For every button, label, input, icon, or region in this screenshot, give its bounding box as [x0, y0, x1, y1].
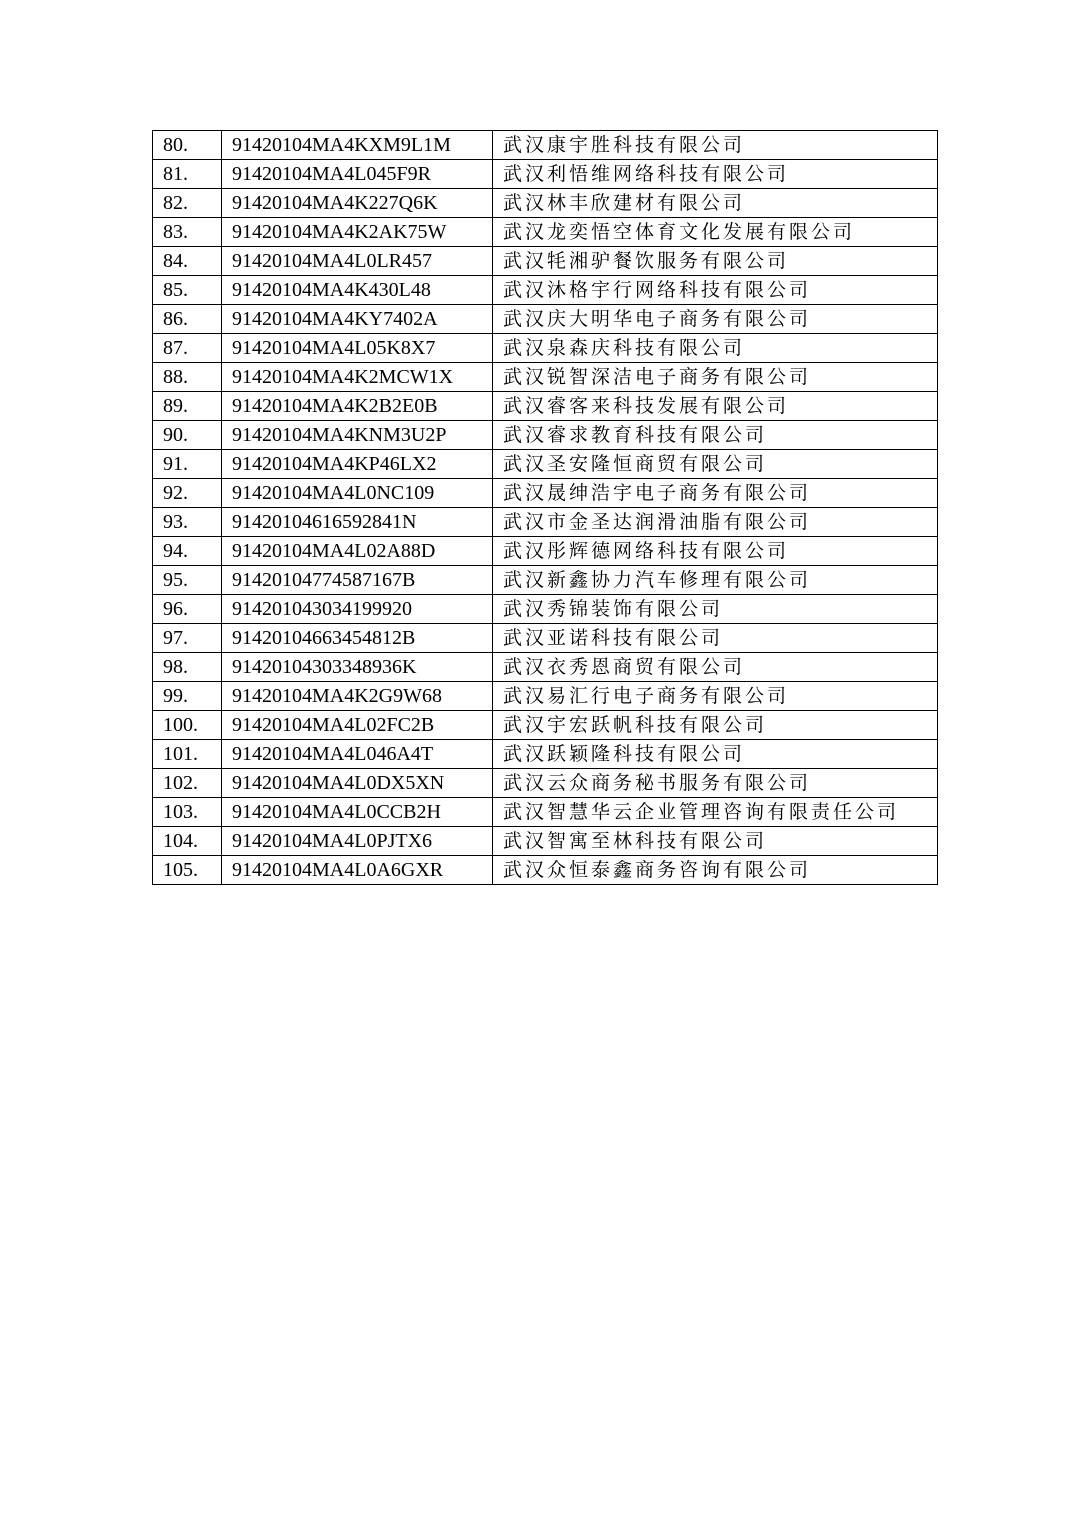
row-number-cell: 95.: [153, 566, 222, 595]
credit-code-cell: 91420104MA4K227Q6K: [222, 189, 493, 218]
row-number-cell: 105.: [153, 856, 222, 885]
row-number-cell: 96.: [153, 595, 222, 624]
row-number-cell: 97.: [153, 624, 222, 653]
company-name-cell: 武汉智慧华云企业管理咨询有限责任公司: [493, 798, 938, 827]
table-body: [153, 131, 938, 885]
company-name-cell: 武汉睿求教育科技有限公司: [493, 421, 938, 450]
company-name-cell: 武汉圣安隆恒商贸有限公司: [493, 450, 938, 479]
credit-code-cell: 91420104303348936K: [222, 653, 493, 682]
table-row: [153, 740, 938, 769]
row-number-cell: 94.: [153, 537, 222, 566]
company-name-cell: 武汉跃颖隆科技有限公司: [493, 740, 938, 769]
credit-code-cell: 91420104MA4L02FC2B: [222, 711, 493, 740]
company-name-cell: 武汉牦湘驴餐饮服务有限公司: [493, 247, 938, 276]
credit-code-cell: 91420104MA4L0A6GXR: [222, 856, 493, 885]
credit-code-cell: 91420104MA4L0DX5XN: [222, 769, 493, 798]
row-number-cell: 82.: [153, 189, 222, 218]
table-row: [153, 247, 938, 276]
row-number-cell: 81.: [153, 160, 222, 189]
row-number-cell: 86.: [153, 305, 222, 334]
table-row: [153, 537, 938, 566]
company-name-cell: 武汉易汇行电子商务有限公司: [493, 682, 938, 711]
credit-code-cell: 91420104MA4K2B2E0B: [222, 392, 493, 421]
table-row: [153, 798, 938, 827]
table-row: [153, 711, 938, 740]
table-row: [153, 653, 938, 682]
row-number-cell: 92.: [153, 479, 222, 508]
table-row: [153, 421, 938, 450]
row-number-cell: 104.: [153, 827, 222, 856]
table-row: [153, 769, 938, 798]
company-name-cell: 武汉亚诺科技有限公司: [493, 624, 938, 653]
company-name-cell: 武汉智寓至林科技有限公司: [493, 827, 938, 856]
table-row: [153, 305, 938, 334]
company-name-cell: 武汉泉森庆科技有限公司: [493, 334, 938, 363]
row-number-cell: 98.: [153, 653, 222, 682]
credit-code-cell: 91420104MA4L0CCB2H: [222, 798, 493, 827]
row-number-cell: 91.: [153, 450, 222, 479]
row-number-cell: 89.: [153, 392, 222, 421]
credit-code-cell: 91420104MA4L02A88D: [222, 537, 493, 566]
credit-code-cell: 91420104MA4L0PJTX6: [222, 827, 493, 856]
company-name-cell: 武汉众恒泰鑫商务咨询有限公司: [493, 856, 938, 885]
company-name-cell: 武汉林丰欣建材有限公司: [493, 189, 938, 218]
table-row: [153, 595, 938, 624]
table-row: [153, 624, 938, 653]
row-number-cell: 103.: [153, 798, 222, 827]
company-name-cell: 武汉宇宏跃帆科技有限公司: [493, 711, 938, 740]
company-name-cell: 武汉新鑫协力汽车修理有限公司: [493, 566, 938, 595]
row-number-cell: 88.: [153, 363, 222, 392]
credit-code-cell: 91420104MA4K2AK75W: [222, 218, 493, 247]
company-table: [152, 130, 938, 885]
company-name-cell: 武汉庆大明华电子商务有限公司: [493, 305, 938, 334]
row-number-cell: 101.: [153, 740, 222, 769]
credit-code-cell: 91420104MA4L0LR457: [222, 247, 493, 276]
company-name-cell: 武汉龙奕悟空体育文化发展有限公司: [493, 218, 938, 247]
credit-code-cell: 91420104MA4K430L48: [222, 276, 493, 305]
table-row: [153, 189, 938, 218]
table-row: [153, 160, 938, 189]
credit-code-cell: 91420104MA4L045F9R: [222, 160, 493, 189]
credit-code-cell: 91420104MA4L0NC109: [222, 479, 493, 508]
company-name-cell: 武汉晟绅浩宇电子商务有限公司: [493, 479, 938, 508]
table-row: [153, 218, 938, 247]
row-number-cell: 84.: [153, 247, 222, 276]
company-name-cell: 武汉沐格宇行网络科技有限公司: [493, 276, 938, 305]
table-row: [153, 334, 938, 363]
table-row: [153, 566, 938, 595]
credit-code-cell: 91420104MA4K2MCW1X: [222, 363, 493, 392]
credit-code-cell: 91420104663454812B: [222, 624, 493, 653]
company-name-cell: 武汉彤辉德网络科技有限公司: [493, 537, 938, 566]
credit-code-cell: 914201043034199920: [222, 595, 493, 624]
row-number-cell: 100.: [153, 711, 222, 740]
company-name-cell: 武汉睿客来科技发展有限公司: [493, 392, 938, 421]
table-row: [153, 450, 938, 479]
credit-code-cell: 91420104774587167B: [222, 566, 493, 595]
credit-code-cell: 91420104MA4K2G9W68: [222, 682, 493, 711]
table-row: [153, 827, 938, 856]
row-number-cell: 90.: [153, 421, 222, 450]
company-name-cell: 武汉锐智深洁电子商务有限公司: [493, 363, 938, 392]
row-number-cell: 93.: [153, 508, 222, 537]
credit-code-cell: 91420104MA4KP46LX2: [222, 450, 493, 479]
table-row: [153, 508, 938, 537]
table-row: [153, 131, 938, 160]
table-row: [153, 682, 938, 711]
row-number-cell: 102.: [153, 769, 222, 798]
table-row: [153, 856, 938, 885]
credit-code-cell: 91420104616592841N: [222, 508, 493, 537]
row-number-cell: 83.: [153, 218, 222, 247]
credit-code-cell: 91420104MA4KNM3U2P: [222, 421, 493, 450]
credit-code-cell: 91420104MA4L05K8X7: [222, 334, 493, 363]
credit-code-cell: 91420104MA4L046A4T: [222, 740, 493, 769]
table-row: [153, 392, 938, 421]
row-number-cell: 87.: [153, 334, 222, 363]
row-number-cell: 99.: [153, 682, 222, 711]
company-name-cell: 武汉利悟维网络科技有限公司: [493, 160, 938, 189]
company-name-cell: 武汉衣秀恩商贸有限公司: [493, 653, 938, 682]
table-row: [153, 276, 938, 305]
company-name-cell: 武汉市金圣达润滑油脂有限公司: [493, 508, 938, 537]
company-name-cell: 武汉秀锦装饰有限公司: [493, 595, 938, 624]
row-number-cell: 85.: [153, 276, 222, 305]
credit-code-cell: 91420104MA4KY7402A: [222, 305, 493, 334]
table-row: [153, 363, 938, 392]
row-number-cell: 80.: [153, 131, 222, 160]
table-row: [153, 479, 938, 508]
company-name-cell: 武汉云众商务秘书服务有限公司: [493, 769, 938, 798]
company-name-cell: 武汉康宇胜科技有限公司: [493, 131, 938, 160]
credit-code-cell: 91420104MA4KXM9L1M: [222, 131, 493, 160]
